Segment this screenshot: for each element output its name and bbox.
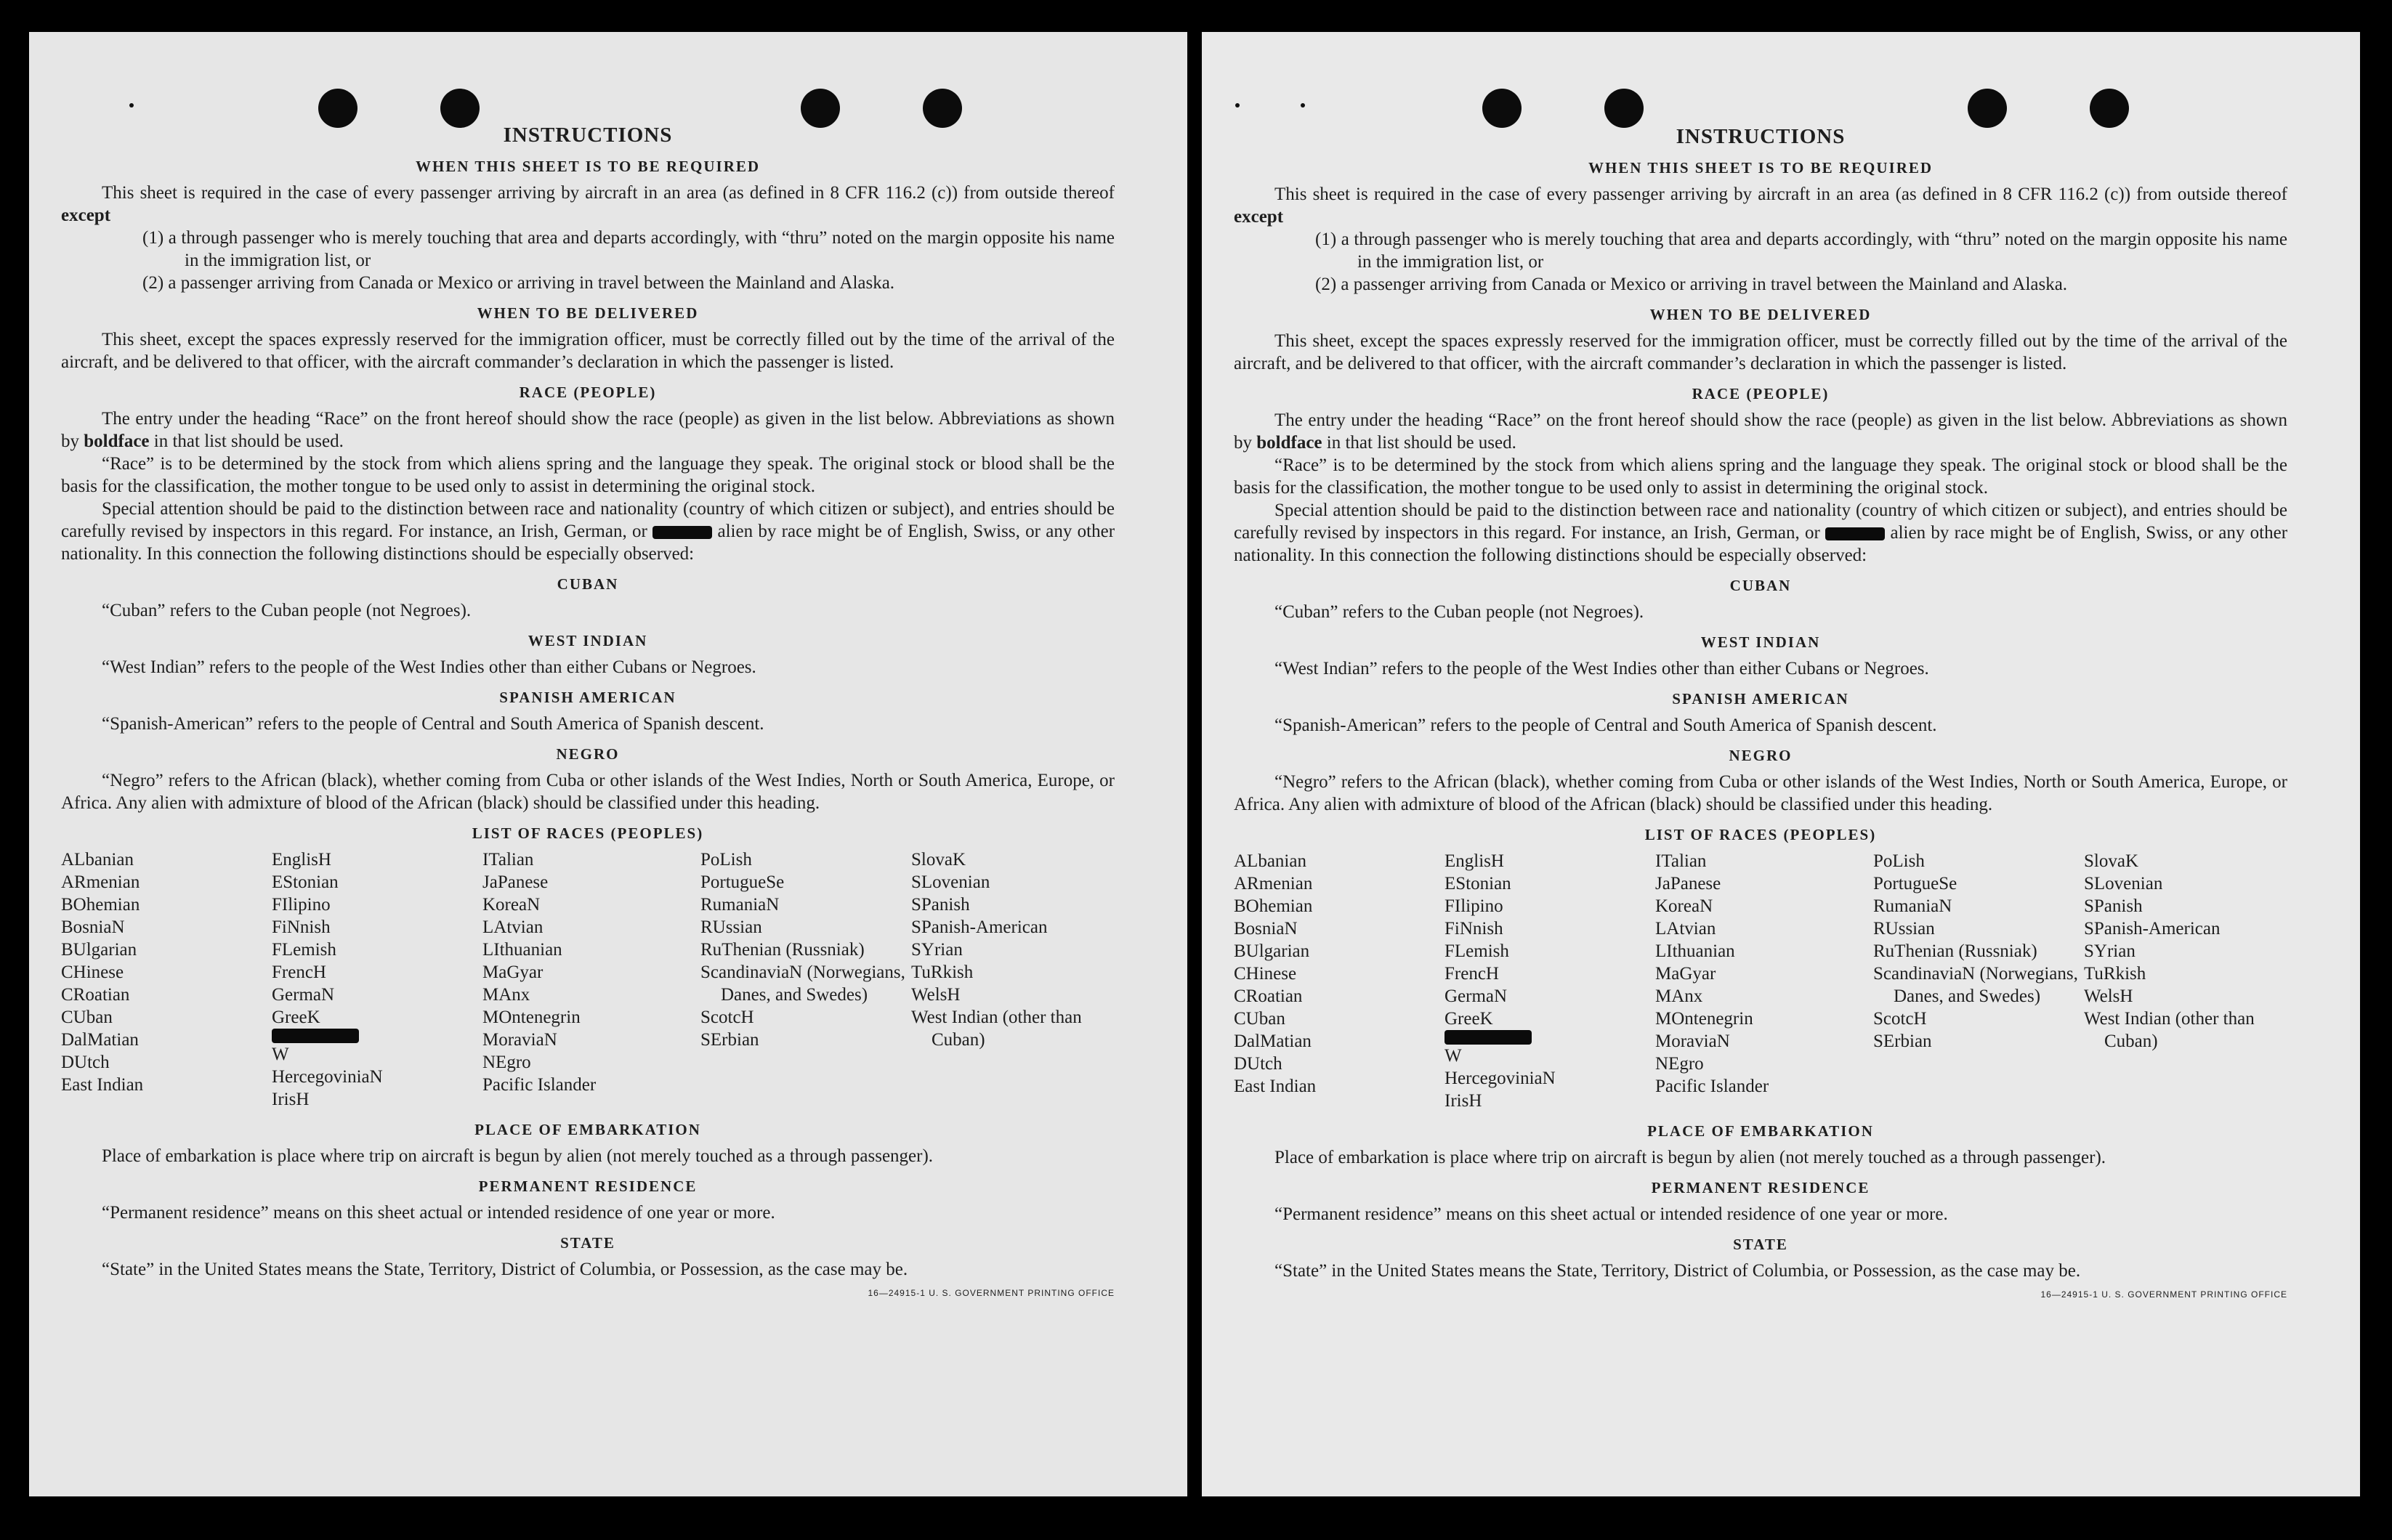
- race-entry: SPanish-American: [2084, 919, 2221, 939]
- paragraph: “State” in the United States means the State, Territory, District of Columbia, or Possession, as the case may be.: [102, 1260, 908, 1279]
- race-entry: SlovaK: [2084, 851, 2138, 871]
- race-column: [1445, 850, 1655, 1112]
- race-entry: ScotcH: [700, 1008, 754, 1027]
- section-heading: LIST OF RACES (PEOPLES): [472, 824, 704, 842]
- speck-mark: [129, 103, 134, 108]
- race-entry: PortugueSe: [700, 872, 785, 892]
- race-entry: DalMatian: [61, 1030, 139, 1050]
- section-heading: STATE: [1733, 1236, 1788, 1253]
- race-entry: ScotcH: [1873, 1009, 1927, 1029]
- race-entry: KoreaN: [1655, 896, 1713, 916]
- punch-hole: [1604, 89, 1644, 128]
- race-entry: MaGyar: [1655, 964, 1716, 984]
- race-entry: WelsH: [911, 985, 961, 1005]
- race-entry: TuRkish: [2084, 964, 2146, 984]
- race-entry: HercegoviniaN: [272, 1067, 383, 1087]
- list-item: (2) a passenger arriving from Canada or Mexico or arriving in travel between the Mainland and Alaska.: [142, 273, 895, 293]
- race-entry: BUlgarian: [1234, 941, 1310, 961]
- race-entry: SLovenian: [2084, 874, 2163, 893]
- race-entry: ARmenian: [61, 872, 140, 892]
- race-entry: West Indian (other than Cuban): [2084, 1009, 2255, 1051]
- paragraph: “State” in the United States means the State, Territory, District of Columbia, or Possession, as the case may be.: [1274, 1261, 2081, 1281]
- race-column: [272, 848, 482, 1111]
- race-entry: EnglisH: [1445, 851, 1504, 871]
- paragraph: This sheet, except the spaces expressly reserved for the immigration officer, must be correctly filled out by the time of the arrival of the aircraft, and be delivered to that officer, with the aircraft commander’s declaration in which the passenger is listed.: [1234, 331, 2287, 373]
- race-entry: LAtvian: [1655, 919, 1716, 939]
- race-entry: SYrian: [2084, 941, 2136, 961]
- paragraph: The entry under the heading “Race” on the front hereof should show the race (people) as given in the list below. Abbreviations as shown by boldface in that list should be used.: [1234, 410, 2287, 453]
- race-entry: HercegoviniaN: [1445, 1069, 1556, 1088]
- document-page-left: [29, 32, 1187, 1496]
- race-entry: BosniaN: [1234, 919, 1298, 939]
- race-entry: BOhemian: [1234, 896, 1313, 916]
- race-entry: GreeK: [1445, 1009, 1493, 1029]
- race-list: [1234, 850, 2287, 1112]
- redaction-mark: [652, 526, 712, 539]
- paragraph: This sheet, except the spaces expressly reserved for the immigration officer, must be correctly filled out by the time of the arrival of the aircraft, and be delivered to that officer, with the aircraft commander’s declaration in which the passenger is listed.: [61, 330, 1115, 372]
- section-heading: WHEN TO BE DELIVERED: [1649, 306, 1872, 323]
- printer-footnote: 16—24915-1 U. S. GOVERNMENT PRINTING OFFICE: [868, 1288, 1115, 1298]
- section-heading: PLACE OF EMBARKATION: [474, 1121, 701, 1138]
- race-entry: PoLish: [1873, 851, 1925, 871]
- race-entry: JaPanese: [1655, 874, 1721, 893]
- race-entry: NEgro: [482, 1053, 531, 1072]
- paragraph: “Cuban” refers to the Cuban people (not Negroes).: [1274, 602, 1644, 622]
- printer-footnote: 16—24915-1 U. S. GOVERNMENT PRINTING OFFICE: [2040, 1289, 2287, 1300]
- page-title: INSTRUCTIONS: [503, 123, 673, 147]
- race-entry: FIlipino: [1445, 896, 1503, 916]
- section-heading: RACE (PEOPLE): [1692, 385, 1830, 402]
- race-entry: ScandinaviaN (Norwegians, Danes, and Swedes): [700, 962, 905, 1005]
- race-entry: ITalian: [1655, 851, 1707, 871]
- race-entry: ARmenian: [1234, 874, 1313, 893]
- section-heading: PERMANENT RESIDENCE: [478, 1178, 698, 1195]
- punch-hole: [801, 89, 840, 128]
- race-entry: SPanish: [2084, 896, 2143, 916]
- race-entry: FiNnish: [1445, 919, 1503, 939]
- section-heading: NEGRO: [556, 745, 620, 763]
- race-entry: CHinese: [1234, 964, 1297, 984]
- section-heading: WHEN THIS SHEET IS TO BE REQUIRED: [1588, 159, 1934, 177]
- race-entry: LIthuanian: [482, 940, 562, 960]
- race-entry: GreeK: [272, 1008, 320, 1027]
- section-heading: RACE (PEOPLE): [519, 384, 657, 401]
- race-entry: West Indian (other than Cuban): [911, 1008, 1082, 1050]
- punch-hole: [923, 89, 962, 128]
- race-list: [61, 848, 1115, 1111]
- race-entry: FIlipino: [272, 895, 331, 915]
- race-entry: SErbian: [700, 1030, 759, 1050]
- race-entry: MoraviaN: [482, 1030, 557, 1050]
- race-column: [700, 848, 911, 1111]
- race-entry: East Indian: [61, 1075, 144, 1095]
- paragraph: “Race” is to be determined by the stock from which aliens spring and the language they speak. The original stock or blood shall be the basis for the classification, the mother tongue to be used only to assist in determining the original stock.: [1234, 455, 2287, 498]
- race-entry: WelsH: [2084, 986, 2133, 1006]
- race-column: [2084, 850, 2280, 1112]
- race-entry: RUssian: [1873, 919, 1935, 939]
- race-entry: BUlgarian: [61, 940, 137, 960]
- redaction-mark: [1445, 1030, 1532, 1045]
- race-entry: SErbian: [1873, 1032, 1932, 1051]
- punch-hole: [1482, 89, 1522, 128]
- paragraph: Place of embarkation is place where trip on aircraft is begun by alien (not merely touched as a through passenger).: [102, 1146, 934, 1166]
- speck-mark: [1235, 103, 1240, 108]
- race-entry: SPanish-American: [911, 917, 1048, 937]
- punch-hole: [318, 89, 357, 128]
- paragraph: “Spanish-American” refers to the people of Central and South America of Spanish descent.: [102, 714, 764, 734]
- race-entry: RUssian: [700, 917, 762, 937]
- paragraph: “Cuban” refers to the Cuban people (not Negroes).: [102, 601, 472, 620]
- page-title: INSTRUCTIONS: [1676, 125, 1846, 148]
- paragraph: “West Indian” refers to the people of the West Indies other than either Cubans or Negroes.: [102, 657, 756, 677]
- punch-hole: [1968, 89, 2007, 128]
- race-entry: Pacific Islander: [482, 1075, 597, 1095]
- instructions-content: [61, 123, 1115, 1298]
- race-entry: CRoatian: [61, 985, 130, 1005]
- section-heading: STATE: [560, 1234, 615, 1252]
- race-entry: BOhemian: [61, 895, 140, 915]
- race-entry: FiNnish: [272, 917, 331, 937]
- race-entry: CUban: [61, 1008, 113, 1027]
- race-column: [1655, 850, 1873, 1112]
- race-column: [1234, 850, 1445, 1112]
- paragraph: “West Indian” refers to the people of the West Indies other than either Cubans or Negroes.: [1274, 659, 1929, 678]
- paragraph: “Negro” refers to the African (black), whether coming from Cuba or other islands of the West Indies, North or South America, Europe, or Africa. Any alien with admixture of blood of the African (black) should be classified under this heading.: [61, 771, 1115, 813]
- race-entry: CHinese: [61, 962, 124, 982]
- section-heading: SPANISH AMERICAN: [1672, 690, 1849, 708]
- section-heading: WHEN THIS SHEET IS TO BE REQUIRED: [415, 158, 761, 175]
- race-entry: FrencH: [1445, 964, 1499, 984]
- race-entry: FLemish: [272, 940, 336, 960]
- section-heading: WEST INDIAN: [1700, 633, 1821, 651]
- paragraph: “Race” is to be determined by the stock from which aliens spring and the language they speak. The original stock or blood shall be the basis for the classification, the mother tongue to be used only to assist in determining the original stock.: [61, 454, 1115, 496]
- race-entry: GermaN: [1445, 986, 1508, 1006]
- race-entry: IrisH: [272, 1090, 310, 1109]
- redaction-mark: [1825, 527, 1885, 540]
- race-entry: MOntenegrin: [482, 1008, 581, 1027]
- race-entry: RumaniaN: [1873, 896, 1952, 916]
- race-entry: PoLish: [700, 850, 752, 870]
- race-column: [61, 848, 272, 1111]
- redaction-mark: [272, 1029, 359, 1043]
- race-column: [1873, 850, 2084, 1112]
- race-entry: MAnx: [482, 985, 530, 1005]
- section-heading: WHEN TO BE DELIVERED: [477, 304, 699, 322]
- race-column: [482, 848, 700, 1111]
- race-entry: NEgro: [1655, 1054, 1704, 1074]
- section-heading: CUBAN: [557, 575, 619, 593]
- race-entry: FrencH: [272, 962, 326, 982]
- race-entry: ScandinaviaN (Norwegians, Danes, and Swedes): [1873, 964, 2078, 1006]
- race-entry: RuThenian (Russniak): [700, 940, 865, 960]
- race-entry: SLovenian: [911, 872, 990, 892]
- race-entry: SPanish: [911, 895, 970, 915]
- section-heading: PLACE OF EMBARKATION: [1647, 1122, 1874, 1140]
- race-entry: RumaniaN: [700, 895, 780, 915]
- paragraph: This sheet is required in the case of every passenger arriving by aircraft in an area (as defined in 8 CFR 116.2 (c)) from outside thereof except: [1234, 185, 2287, 227]
- paragraph: The entry under the heading “Race” on the front hereof should show the race (people) as given in the list below. Abbreviations as shown by boldface in that list should be used.: [61, 409, 1115, 451]
- paragraph: Special attention should be paid to the distinction between race and nationality (country of which citizen or subject), and entries should be carefully revised by inspectors in this regard. For instance, an Irish, German, or alien by race might be of English, Swiss, or any other nationality. In this connection the following distinctions should be especially observed:: [1234, 500, 2288, 565]
- race-column: [911, 848, 1107, 1111]
- punch-hole: [440, 89, 480, 128]
- speck-mark: [1301, 103, 1305, 108]
- race-entry: ALbanian: [1234, 851, 1306, 871]
- race-entry-redacted: W: [272, 1029, 482, 1066]
- instructions-content: [1234, 125, 2287, 1300]
- race-entry: DUtch: [61, 1053, 110, 1072]
- race-entry: ITalian: [482, 850, 534, 870]
- document-page-right: [1202, 32, 2360, 1496]
- race-entry: PortugueSe: [1873, 874, 1957, 893]
- race-entry: LAtvian: [482, 917, 544, 937]
- race-entry: LIthuanian: [1655, 941, 1735, 961]
- race-entry: East Indian: [1234, 1077, 1317, 1096]
- race-entry: BosniaN: [61, 917, 125, 937]
- paragraph: Place of embarkation is place where trip on aircraft is begun by alien (not merely touched as a through passenger).: [1274, 1148, 2106, 1167]
- race-entry: GermaN: [272, 985, 335, 1005]
- paragraph: “Negro” refers to the African (black), whether coming from Cuba or other islands of the West Indies, North or South America, Europe, or Africa. Any alien with admixture of blood of the African (black) should be classified under this heading.: [1234, 772, 2287, 814]
- race-entry-redacted: W: [1445, 1030, 1655, 1067]
- paragraph: This sheet is required in the case of every passenger arriving by aircraft in an area (as defined in 8 CFR 116.2 (c)) from outside thereof except: [61, 183, 1115, 225]
- race-entry: EStonian: [1445, 874, 1511, 893]
- race-entry: DUtch: [1234, 1054, 1282, 1074]
- race-entry: CRoatian: [1234, 986, 1303, 1006]
- race-entry: DalMatian: [1234, 1032, 1312, 1051]
- race-entry: MoraviaN: [1655, 1032, 1730, 1051]
- race-entry: KoreaN: [482, 895, 541, 915]
- paragraph: Special attention should be paid to the distinction between race and nationality (country of which citizen or subject), and entries should be carefully revised by inspectors in this regard. For instance, an Irish, German, or alien by race might be of English, Swiss, or any other nationality. In this connection the following distinctions should be especially observed:: [61, 499, 1115, 564]
- section-heading: SPANISH AMERICAN: [499, 689, 676, 706]
- paragraph: “Permanent residence” means on this sheet actual or intended residence of one year or more.: [1274, 1204, 1948, 1224]
- race-entry: Pacific Islander: [1655, 1077, 1769, 1096]
- race-entry: MaGyar: [482, 962, 544, 982]
- punch-hole: [2090, 89, 2129, 128]
- race-entry: JaPanese: [482, 872, 549, 892]
- section-heading: CUBAN: [1729, 577, 1792, 594]
- race-entry: EStonian: [272, 872, 339, 892]
- race-entry: SlovaK: [911, 850, 966, 870]
- race-entry: MOntenegrin: [1655, 1009, 1753, 1029]
- race-entry: ALbanian: [61, 850, 134, 870]
- race-entry: MAnx: [1655, 986, 1703, 1006]
- section-heading: LIST OF RACES (PEOPLES): [1644, 826, 1877, 843]
- list-item: (1) a through passenger who is merely touching that area and departs accordingly, with “thru” noted on the margin opposite his name in the immigration list, or: [142, 228, 1115, 270]
- race-entry: FLemish: [1445, 941, 1509, 961]
- paragraph: “Spanish-American” refers to the people of Central and South America of Spanish descent.: [1274, 716, 1937, 735]
- race-entry: TuRkish: [911, 962, 974, 982]
- race-entry: SYrian: [911, 940, 963, 960]
- race-entry: CUban: [1234, 1009, 1285, 1029]
- section-heading: WEST INDIAN: [528, 632, 648, 649]
- race-entry: EnglisH: [272, 850, 331, 870]
- list-item: (1) a through passenger who is merely touching that area and departs accordingly, with “thru” noted on the margin opposite his name in the immigration list, or: [1315, 230, 2287, 272]
- paragraph: “Permanent residence” means on this sheet actual or intended residence of one year or more.: [102, 1203, 775, 1223]
- section-heading: PERMANENT RESIDENCE: [1651, 1179, 1870, 1196]
- race-entry: IrisH: [1445, 1091, 1482, 1111]
- list-item: (2) a passenger arriving from Canada or Mexico or arriving in travel between the Mainland and Alaska.: [1315, 275, 2068, 294]
- race-entry: RuThenian (Russniak): [1873, 941, 2037, 961]
- section-heading: NEGRO: [1729, 747, 1793, 764]
